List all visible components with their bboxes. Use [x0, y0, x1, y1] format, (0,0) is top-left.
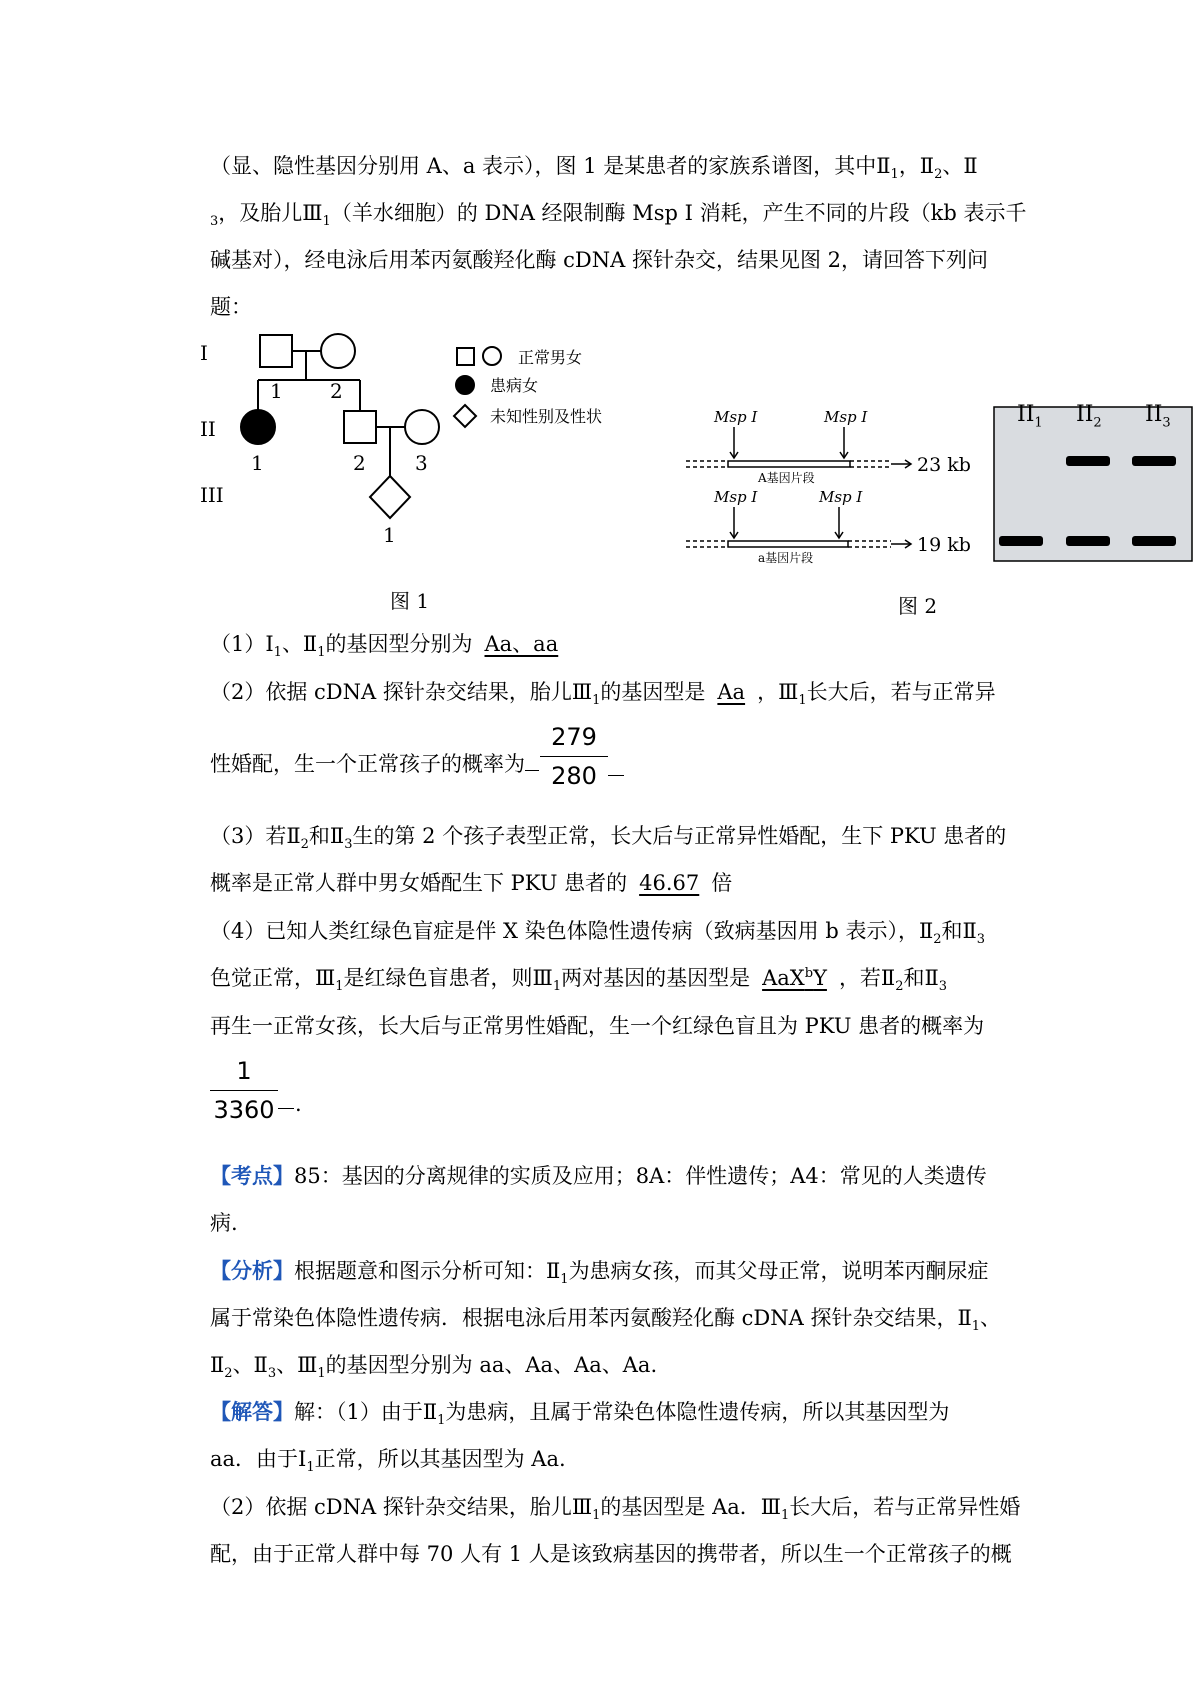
fenxi-line-3: $Ⅱ_2$、$Ⅱ_3$、$Ⅲ_1$的基因型分别为 aa、Aa、Aa、Aa.	[210, 1353, 658, 1382]
num-II3: 3	[415, 451, 428, 475]
gen-label-III: III	[200, 483, 224, 507]
question-3-line-2: 概率是正常人群中男女婚配生下 PKU 患者的 46.67 倍	[210, 871, 733, 895]
figure-1-pedigree	[200, 330, 670, 620]
fenxi-line-2: 属于常染色体隐性遗传病．根据电泳后用苯丙氨酸羟化酶 cDNA 探针杂交结果，$Ⅱ_1$、	[210, 1306, 1002, 1335]
lane-header-II2: $II_2$	[1076, 402, 1102, 431]
band-II2-23kb	[1066, 456, 1110, 466]
question-3-line-1: （3）若$Ⅱ_2$和$Ⅱ_3$生的第 2 个孩子表型正常，长大后与正常异性婚配，生下 PKU 患者的	[210, 824, 1007, 853]
gen-label-I: I	[200, 341, 208, 365]
kaodian-tag: 【考点】	[210, 1163, 294, 1188]
A-gene-label: A基因片段	[758, 471, 815, 485]
legend-circle-icon	[483, 347, 501, 365]
jieda-line-2: aa．由于$Ⅰ_1$正常，所以其基因型为 Aa.	[210, 1447, 566, 1476]
kaodian-line-1: 【考点】85：基因的分离规律的实质及应用；8A：伴性遗传；A4：常见的人类遗传	[210, 1163, 987, 1188]
blank-underline	[608, 775, 624, 776]
jieda-line-1: 【解答】解：（1）由于$Ⅱ_1$为患病，且属于常染色体隐性遗传病，所以其基因型为	[210, 1399, 950, 1429]
kb23-label: 23 kb	[917, 454, 971, 476]
question-4-line-3: 再生一正常女孩，长大后与正常男性婚配，生一个红绿色盲且为 PKU 患者的概率为	[210, 1014, 985, 1038]
jieda-line-3: （2）依据 cDNA 探针杂交结果，胎儿$Ⅲ_1$的基因型是 Aa．$Ⅲ_1$长大后，若与正常异性婚	[210, 1495, 1021, 1524]
gen-label-II: II	[200, 417, 216, 441]
band-II2-19kb	[1066, 536, 1110, 546]
answer-3: 46.67	[639, 871, 700, 895]
num-III1: 1	[383, 523, 396, 547]
fenxi-tag: 【分析】	[210, 1258, 294, 1283]
num-II2: 2	[353, 451, 366, 475]
question-1: $(1)Ⅰ_1$、$Ⅱ_1$的基因型分别为 Aa、aa	[210, 628, 570, 660]
question-4-line-1: （4）已知人类红绿色盲症是伴 X 染色体隐性遗传病（致病基因用 b 表示），$Ⅱ_2$和$Ⅱ_3$	[210, 919, 986, 948]
intro-line-1: （显、隐性基因分别用 A、a 表示），图 1 是某患者的家族系谱图，其中$Ⅱ_1$，$Ⅱ_2$、Ⅱ	[210, 154, 978, 183]
num-I2: 2	[330, 379, 343, 403]
fenxi-line-1: 【分析】根据题意和图示分析可知：$Ⅱ_1$为患病女孩，而其父母正常，说明苯丙酮尿症	[210, 1258, 989, 1288]
intro-line-2: $_3$，及胎儿$Ⅲ_1$（羊水细胞）的 DNA 经限制酶 Msp I 消耗，产生不同的片段（kb 表示千	[210, 201, 1027, 230]
answer-4-fraction: $\frac{1}{3360}$	[210, 1052, 278, 1129]
question-2-line-1: （2）依据 cDNA 探针杂交结果，胎儿$Ⅲ_1$的基因型是 Aa ，$Ⅲ_1$长大后，若与正常异	[210, 680, 996, 709]
I1-male-normal	[260, 335, 292, 367]
I2-female-normal	[321, 334, 355, 368]
kb19-label: 19 kb	[917, 534, 971, 556]
blank-underline-2	[278, 1108, 294, 1109]
figure-1-caption: 图 1	[390, 589, 430, 613]
jieda-line-4: 配，由于正常人群中每 70 人有 1 人是该致病基因的携带者，所以生一个正常孩子的概	[210, 1542, 1012, 1566]
answer-1: Aa、aa	[484, 632, 559, 656]
figure-2-gel	[686, 400, 1200, 620]
band-II1-19kb	[999, 536, 1043, 546]
answer-2-fraction: $\frac{279}{280}$	[540, 718, 608, 795]
answer-2-genotype: Aa	[717, 680, 746, 704]
kaodian-line-2: 病.	[210, 1211, 238, 1235]
figure-2-caption: 图 2	[898, 594, 938, 618]
question-2-line-2: 性婚配，生一个正常孩子的概率为	[210, 748, 539, 778]
II3-female-normal	[405, 410, 439, 444]
jieda-tag: 【解答】	[210, 1399, 294, 1424]
lane-header-II1: $II_1$	[1017, 402, 1043, 431]
question-4-line-2: 色觉正常，$Ⅲ_1$是红绿色盲患者，则$Ⅲ_1$两对基因的基因型是 AaX$^b$Y ，若$Ⅱ_2$和$Ⅱ_3$	[210, 966, 948, 995]
legend-unknown: 未知性别及性状	[490, 407, 603, 426]
legend-filled-circle-icon	[456, 376, 474, 394]
msp-label-1: Msp I	[714, 408, 758, 426]
legend-affected: 患病女	[490, 376, 539, 395]
intro-line-4: 题：	[210, 295, 252, 319]
intro-line-3: 碱基对），经电泳后用苯丙氨酸羟化酶 cDNA 探针杂交，结果见图 2，请回答下列问	[210, 248, 989, 272]
lane-header-II3: $II_3$	[1145, 402, 1171, 431]
a-gene-label: a基因片段	[758, 551, 814, 565]
question-4-end: .	[295, 1092, 302, 1116]
msp-label-3: Msp I	[714, 488, 758, 506]
num-II1: 1	[251, 451, 264, 475]
II2-male-normal	[344, 411, 376, 443]
legend-square-icon	[457, 348, 474, 365]
band-II3-19kb	[1132, 536, 1176, 546]
num-I1: 1	[270, 379, 283, 403]
answer-4-genotype: AaX$^b$Y	[762, 966, 827, 990]
msp-label-2: Msp I	[824, 408, 868, 426]
III1-unknown	[370, 476, 410, 518]
II1-female-affected	[241, 410, 275, 444]
msp-label-4: Msp I	[819, 488, 863, 506]
band-II3-23kb	[1132, 456, 1176, 466]
legend-diamond-icon	[454, 405, 476, 427]
legend-normal: 正常男女	[518, 348, 583, 367]
